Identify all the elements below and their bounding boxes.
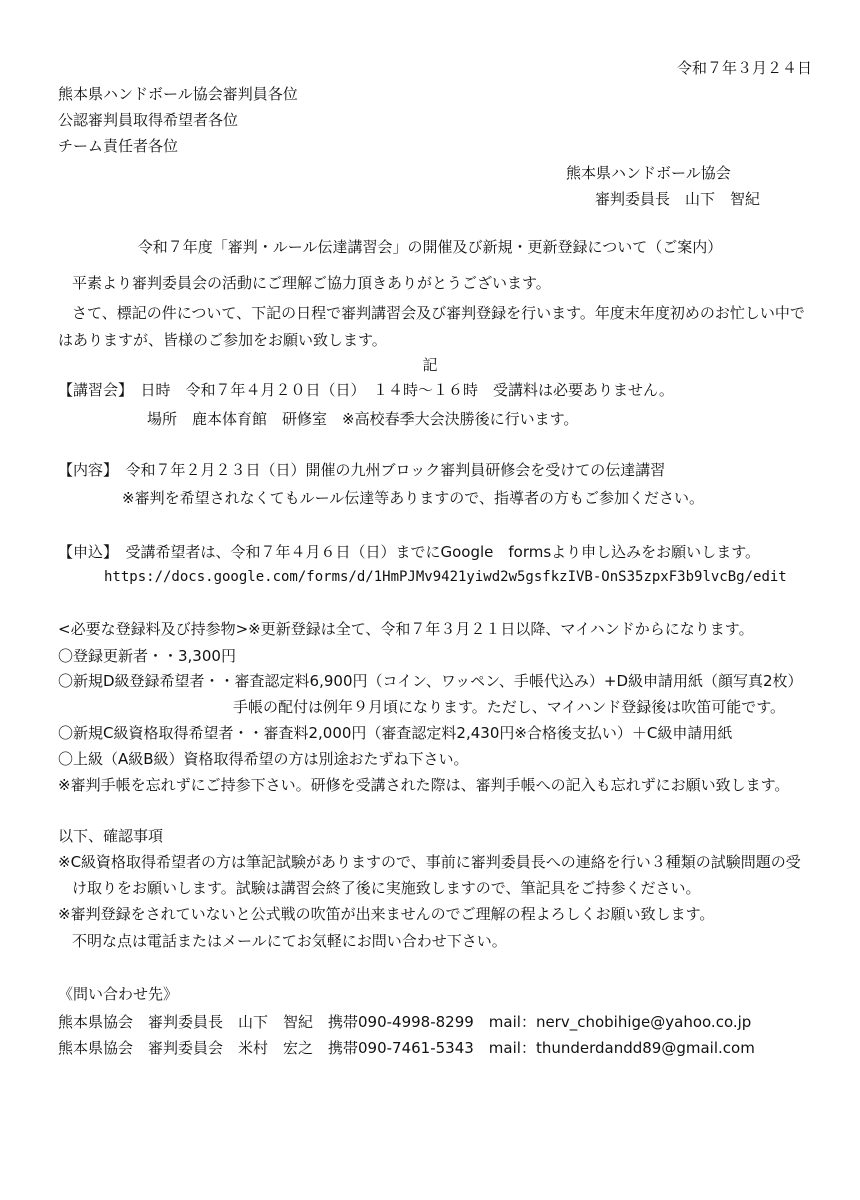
fee-line: 〇上級（A級B級）資格取得希望の方は別途おたずね下さい。: [58, 750, 469, 768]
fee-line: 手帳の配付は例年９月頃になります。ただし、マイハンド登録後は吹笛可能です。: [233, 698, 786, 716]
addressee-line: 熊本県ハンドボール協会審判員各位: [58, 85, 298, 103]
confirm-line: ※C級資格取得希望者の方は筆記試験がありますので、事前に審判委員長への連絡を行い３種類の試験問題の受: [58, 853, 801, 871]
seminar-datetime: 【講習会】 日時 令和７年４月２０日（日） １４時～１６時 受講料は必要ありません。: [58, 381, 674, 399]
fee-line: 〇新規D級登録希望者・・審査認定料6,900円（コイン、ワッペン、手帳代込み）+D級申請用紙（顔写真2枚）: [58, 672, 803, 690]
sender-organization: 熊本県ハンドボール協会: [566, 164, 731, 182]
intro-line: はありますが、皆様のご参加をお願い致します。: [58, 331, 387, 349]
apply-line: 【申込】 受講希望者は、令和７年４月６日（日）までにGoogle formsより申し込みをお願いします。: [58, 543, 760, 561]
fees-header: <必要な登録料及び持参物>※更新登録は全て、令和７年３月２１日以降、マイハンドからになります。: [58, 620, 754, 638]
fee-line: 〇登録更新者・・3,300円: [58, 647, 236, 665]
fee-line: ※審判手帳を忘れずにご持参下さい。研修を受講された際は、審判手帳への記入も忘れずにお願い致します。: [58, 776, 790, 794]
seminar-location: 場所 鹿本体育館 研修室 ※高校春季大会決勝後に行います。: [147, 410, 579, 428]
intro-line: 平素より審判委員会の活動にご理解ご協力頂きありがとうございます。: [72, 274, 551, 292]
addressee-line: 公認審判員取得希望者各位: [58, 111, 239, 129]
addressee-line: チーム責任者各位: [58, 137, 179, 155]
document-date: 令和７年３月２４日: [676, 59, 812, 77]
apply-url: https://docs.google.com/forms/d/1HmPJMv9421yiwd2w5gsfkzIVB-OnS35zpxF3b9lvcBg/edit: [104, 569, 787, 585]
confirm-header: 以下、確認事項: [58, 827, 164, 845]
content-note: ※審判を希望されなくてもルール伝達等ありますので、指導者の方もご参加ください。: [122, 489, 704, 507]
contact-row: 熊本県協会 審判委員会 米村 宏之 携帯090-7461-5343 mail：thunderdandd89@gmail.com: [58, 1039, 755, 1057]
intro-line: さて、標記の件について、下記の日程で審判講習会及び審判登録を行います。年度末年度初めのお忙しい中で: [72, 304, 805, 322]
fee-line: 〇新規C級資格取得希望者・・審査料2,000円（審査認定料2,430円※合格後支払い）＋C級申請用紙: [58, 724, 733, 742]
document-title: 令和７年度「審判・ルール伝達講習会」の開催及び新規・更新登録について（ご案内）: [137, 238, 723, 256]
sender-name: 審判委員長 山下 智紀: [595, 190, 761, 208]
contact-row: 熊本県協会 審判委員長 山下 智紀 携帯090-4998-8299 mail：nerv_chobihige@yahoo.co.jp: [58, 1013, 752, 1031]
contact-header: 《問い合わせ先》: [58, 985, 179, 1003]
content-line: 【内容】 令和７年２月２３日（日）開催の九州ブロック審判員研修会を受けての伝達講習: [58, 461, 666, 479]
confirm-line: け取りをお願いします。試験は講習会終了後に実施致しますので、筆記具をご持参ください。: [72, 879, 701, 897]
confirm-line: ※審判登録をされていないと公式戦の吹笛が出来ませんのでご理解の程よろしくお願い致します。: [58, 905, 715, 923]
confirm-line: 不明な点は電話またはメールにてお気軽にお問い合わせ下さい。: [72, 932, 507, 950]
ki-heading: 記: [422, 356, 438, 374]
